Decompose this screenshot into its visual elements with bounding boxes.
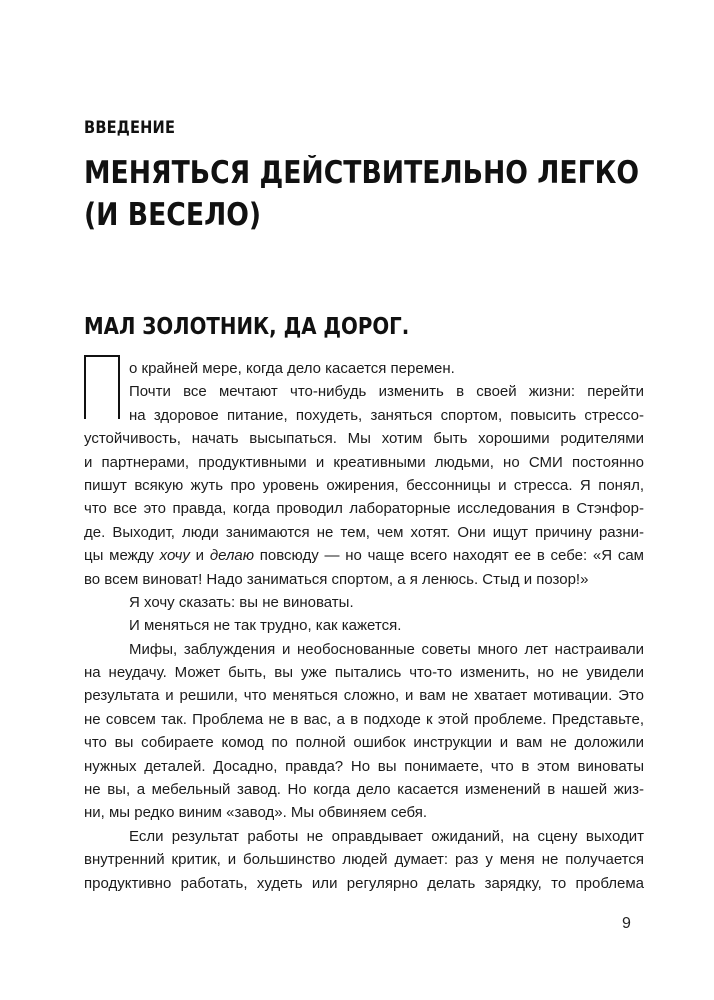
section-heading: МАЛ ЗОЛОТНИК, ДА ДОРОГ. [84, 314, 410, 340]
text-line: и партнерами, продуктивными и креативными людьми, но СМИ постоянно [84, 453, 644, 471]
emphasis-run: хочу [159, 547, 190, 565]
chapter-title-line-2: (И ВЕСЕЛО) [84, 197, 262, 233]
text-run: цы между [84, 547, 160, 565]
text-line: Мифы, заблуждения и необоснованные советы много лет настраивали [129, 640, 644, 658]
emphasis-run: делаю [209, 547, 255, 565]
text-line: не совсем так. Проблема не в вас, а в подходе к этой проблеме. Представьте, [84, 710, 644, 728]
text-line: на здоровое питание, похудеть, заняться спортом, повысить стрессо- [129, 406, 644, 424]
text-line: ни, мы редко виним «завод». Мы обвиняем себя. [84, 804, 428, 822]
text-line: И меняться не так трудно, как кажется. [129, 617, 402, 635]
text-line: устойчивость, начать высыпаться. Мы хотим быть хорошими родителями [84, 430, 644, 448]
text-line: Я хочу сказать: вы не виноваты. [129, 593, 354, 611]
text-line: продуктивно работать, худеть или регулярно делать зарядку, то проблема [84, 874, 644, 892]
text-line: на неудачу. Может быть, вы уже пытались что-то изменить, но не увидели [84, 664, 644, 682]
chapter-title-line-1: МЕНЯТЬСЯ ДЕЙСТВИТЕЛЬНО ЛЕГКО [84, 155, 640, 191]
chapter-kicker: ВВЕДЕНИЕ [84, 118, 176, 138]
text-line: нужных деталей. Досадно, правда? Но вы понимаете, что в этом виноваты [84, 757, 644, 775]
text-line: что все это правда, когда проводил лабораторные исследования в Стэнфор- [84, 500, 644, 518]
page-number: 9 [622, 915, 631, 932]
text-line: результата и решили, что меняться сложно, и вам не хватает мотивации. Это [84, 687, 644, 705]
text-line: пишут всякую жуть про уровень ожирения, бессонницы и стресса. Я понял, [84, 476, 644, 494]
text-line: Почти все мечтают что-нибудь изменить в своей жизни: перейти [129, 383, 644, 401]
text-line: что вы собираете комод по полной ошибок инструкции и вам не доложили [84, 734, 644, 752]
text-run: и [189, 547, 210, 565]
text-line: о крайней мере, когда дело касается перемен. [129, 360, 455, 377]
text-line-with-emphasis [84, 544, 644, 567]
text-line: во всем виноват! Надо заниматься спортом, а я ленюсь. Стыд и позор!» [84, 570, 589, 588]
text-line: де. Выходит, люди занимаются не тем, чем хотят. Они ищут причину разни- [84, 523, 644, 541]
text-line: не вы, а мебельный завод. Но когда дело касается изменений в нашей жиз- [84, 781, 644, 799]
body-text [84, 357, 644, 895]
text-line: Если результат работы не оправдывает ожиданий, на сцену выходит [129, 827, 644, 845]
chapter-title [84, 152, 640, 236]
text-line: внутренний критик, и большинство людей думает: раз у меня не получается [84, 851, 644, 869]
text-run: повсюду — но чаще всего находят ее в себе: «Я сам [254, 547, 644, 565]
